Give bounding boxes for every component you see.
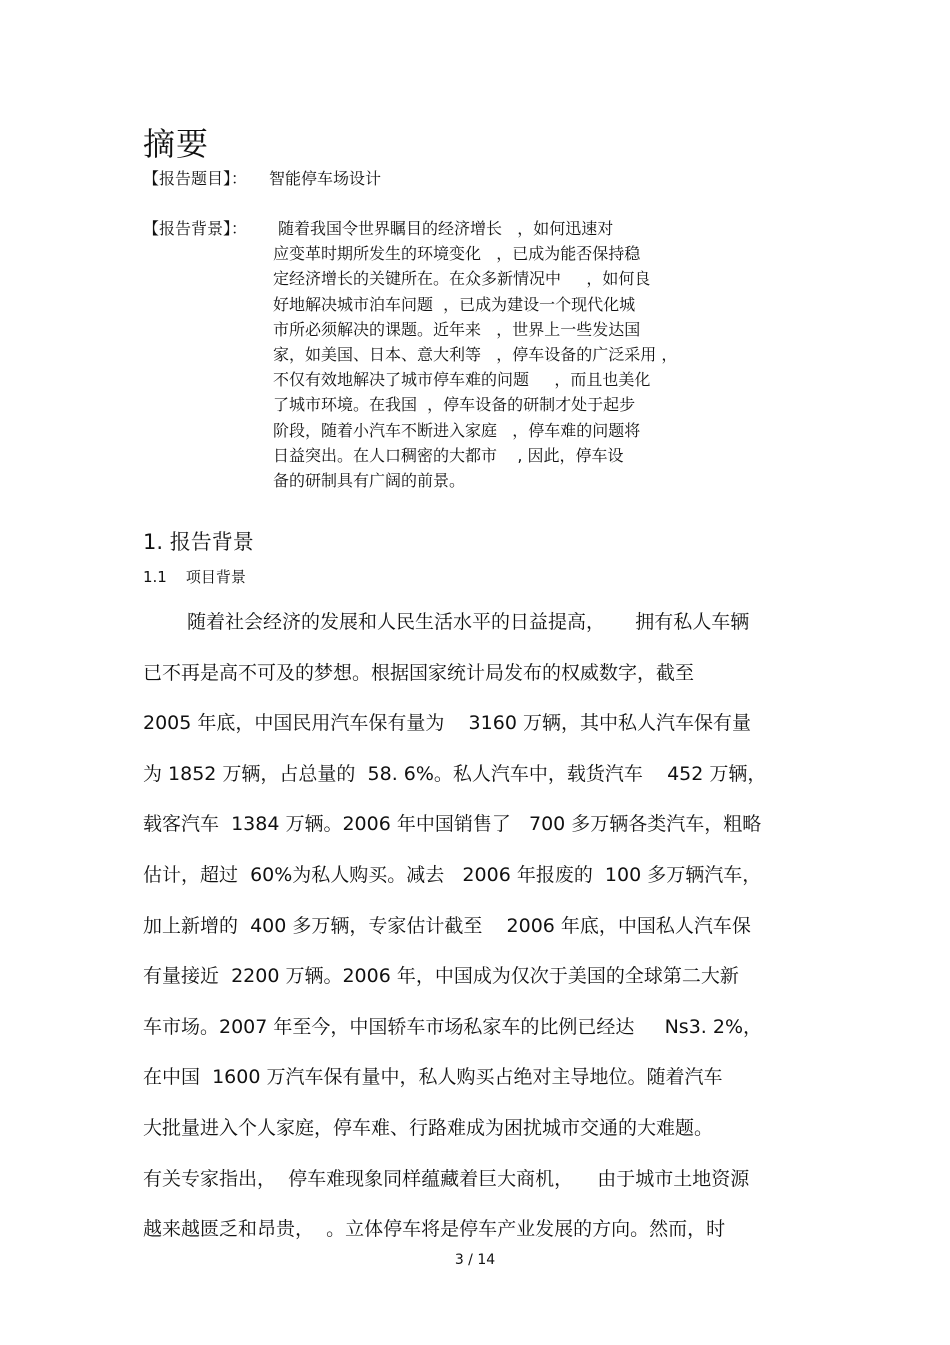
report-background-line: 定经济增长的关键所在。在众多新情况中 ，如何良 — [273, 269, 651, 289]
subsection-heading: 1.1 项目背景 — [143, 568, 246, 586]
report-background-line: 备的研制具有广阔的前景。 — [273, 470, 466, 490]
body-line: 载客汽车 1384 万辆。2006 年中国销售了 700 多万辆各类汽车，粗略 — [143, 813, 762, 836]
report-topic-row — [143, 166, 381, 192]
body-line: 估计，超过 60%为私人购买。减去 2006 年报废的 100 多万辆汽车， — [143, 863, 762, 886]
page-title: 摘要 — [143, 125, 210, 163]
body-line: 2005 年底，中国民用汽车保有量为 3160 万辆，其中私人汽车保有量 — [143, 712, 751, 735]
page-number: 3 / 14 — [454, 1252, 496, 1268]
report-background-text — [273, 216, 677, 493]
report-background-line: 市所必须解决的课题。近年来 ，世界上一些发达国 — [273, 319, 641, 339]
body-line: 在中国 1600 万汽车保有量中，私人购买占绝对主导地位。随着汽车 — [143, 1066, 723, 1089]
report-topic-value: 智能停车场设计 — [269, 169, 382, 188]
body-line: 随着社会经济的发展和人民生活水平的日益提高， 拥有私人车辆 — [187, 611, 750, 633]
body-line: 有量接近 2200 万辆。2006 年，中国成为仅次于美国的全球第二大新 — [143, 965, 739, 988]
body-line: 大批量进入个人家庭，停车难、行路难成为困扰城市交通的大难题。 — [143, 1116, 714, 1139]
report-background-line: 随着我国令世界瞩目的经济增长 ，如何迅速对 — [278, 219, 614, 238]
report-background-line: 不仅有效地解决了城市停车难的问题 ，而且也美化 — [273, 370, 651, 390]
report-background-line: 了城市环境。在我国 ，停车设备的研制才处于起步 — [273, 395, 636, 415]
body-paragraph — [143, 597, 766, 1255]
body-line: 有关专家指出， 停车难现象同样蕴藏着巨大商机， 由于城市土地资源 — [143, 1167, 750, 1190]
body-line: 为 1852 万辆，占总量的 58. 6%。私人汽车中，载货汽车 452 万辆， — [143, 762, 767, 785]
report-background-line: 阶段，随着小汽车不断进入家庭 ，停车难的问题将 — [273, 420, 641, 440]
body-line: 车市场。2007 年至今，中国轿车市场私家车的比例已经达 Ns3. 2%， — [143, 1015, 763, 1038]
report-background-label: 【报告背景】： — [143, 219, 248, 238]
report-topic-label: 【报告题目】： — [143, 169, 248, 188]
report-background-line: 家，如美国、日本、意大利等 ，停车设备的广泛采用 ， — [273, 344, 678, 364]
report-background-line: 好地解决城市泊车问题 ，已成为建设一个现代化城 — [273, 294, 636, 314]
body-line: 越来越匮乏和昂贵， 。立体停车将是停车产业发展的方向。然而，时 — [143, 1218, 726, 1241]
report-background-line: 应变革时期所发生的环境变化 ，已成为能否保持稳 — [273, 244, 641, 264]
section-heading: 1. 报告背景 — [143, 530, 254, 554]
report-background-line: 日益突出。在人口稠密的大都市 , 因此，停车设 — [273, 445, 624, 465]
body-line: 加上新增的 400 多万辆，专家估计截至 2006 年底，中国私人汽车保 — [143, 914, 751, 937]
body-line: 已不再是高不可及的梦想。根据国家统计局发布的权威数字，截至 — [143, 661, 695, 684]
